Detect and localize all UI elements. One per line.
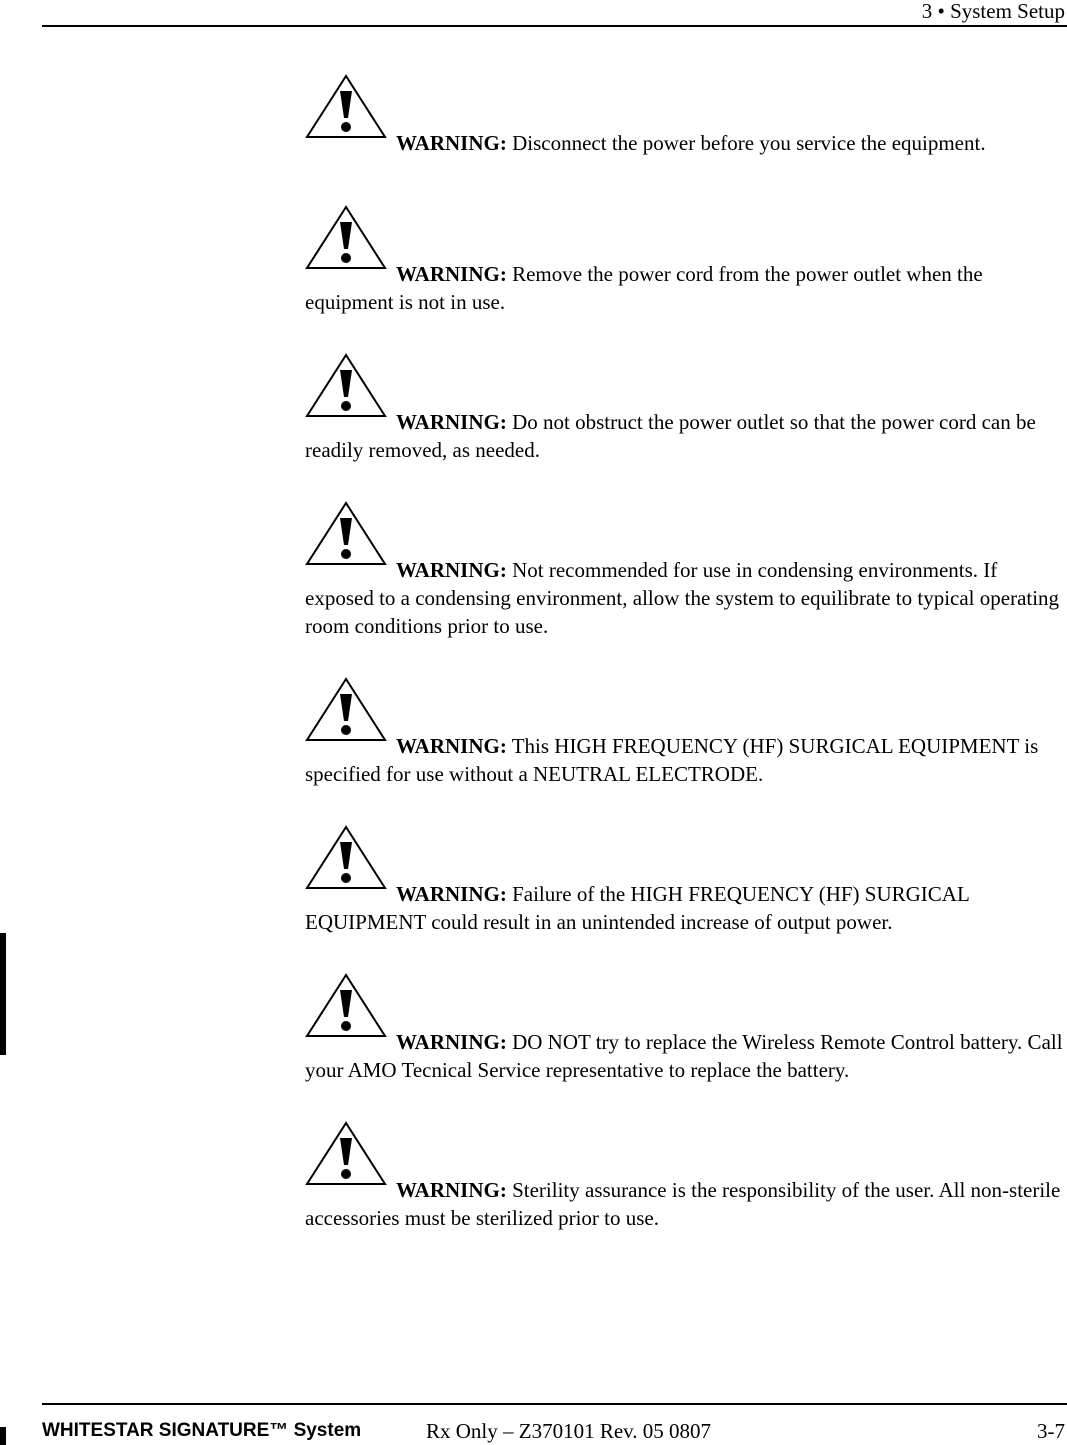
warning-label: WARNING: bbox=[396, 410, 507, 434]
warning-body: Failure of the HIGH FREQUENCY (HF) SURGICAL EQUIPMENT could result in an unintended increase of output power. bbox=[305, 882, 970, 934]
page-number: 3-7 bbox=[1037, 1419, 1065, 1443]
warning-item bbox=[305, 353, 1067, 474]
warning-text bbox=[305, 1028, 1067, 1084]
warning-body: Not recommended for use in condensing environments. If exposed to a condensing environment, allow the system to equilibrate to typical operating room conditions prior to use. bbox=[305, 558, 1060, 638]
warning-item bbox=[305, 74, 1067, 167]
warning-label: WARNING: bbox=[396, 262, 507, 286]
warnings-list bbox=[305, 74, 1067, 1242]
warning-body: Disconnect the power before you service the equipment. bbox=[506, 131, 986, 155]
warning-text bbox=[305, 408, 1067, 464]
warning-item bbox=[305, 825, 1067, 946]
header-rule bbox=[42, 25, 1067, 27]
warning-body: This HIGH FREQUENCY (HF) SURGICAL EQUIPMENT is specified for use without a NEUTRAL ELECTRODE. bbox=[305, 734, 1039, 786]
warning-item bbox=[305, 501, 1067, 650]
warning-body: DO NOT try to replace the Wireless Remote Control battery. Call your AMO Tecnical Service representative to replace the battery. bbox=[305, 1030, 1063, 1082]
warning-label: WARNING: bbox=[396, 1030, 507, 1054]
warning-text bbox=[305, 129, 1067, 157]
warning-body: Remove the power cord from the power outlet when the equipment is not in use. bbox=[305, 262, 983, 314]
warning-item bbox=[305, 205, 1067, 326]
warning-label: WARNING: bbox=[396, 131, 507, 155]
warning-text bbox=[305, 1176, 1067, 1232]
warning-text bbox=[305, 556, 1067, 640]
section-title: 3 • System Setup bbox=[921, 0, 1065, 23]
warning-label: WARNING: bbox=[396, 882, 507, 906]
warning-text bbox=[305, 260, 1067, 316]
warning-label: WARNING: bbox=[396, 734, 507, 758]
warning-item bbox=[305, 677, 1067, 798]
product-name: WHITESTAR SIGNATURE™ System bbox=[42, 1420, 362, 1441]
warning-item bbox=[305, 1121, 1067, 1242]
change-bar bbox=[0, 1427, 6, 1445]
page-header bbox=[0, 0, 1067, 26]
warning-text bbox=[305, 880, 1067, 936]
warning-item bbox=[305, 973, 1067, 1094]
footer-rule bbox=[42, 1403, 1067, 1405]
warning-text bbox=[305, 732, 1067, 788]
warning-body: Do not obstruct the power outlet so that the power cord can be readily removed, as needed. bbox=[305, 410, 1036, 462]
warning-label: WARNING: bbox=[396, 1178, 507, 1202]
warning-body: Sterility assurance is the responsibility of the user. All non-sterile accessories must be sterilized prior to use. bbox=[305, 1178, 1061, 1230]
warning-label: WARNING: bbox=[396, 558, 507, 582]
document-revision: Rx Only – Z370101 Rev. 05 0807 bbox=[426, 1419, 712, 1443]
change-bar bbox=[0, 933, 6, 1055]
page-footer bbox=[0, 1403, 1067, 1445]
